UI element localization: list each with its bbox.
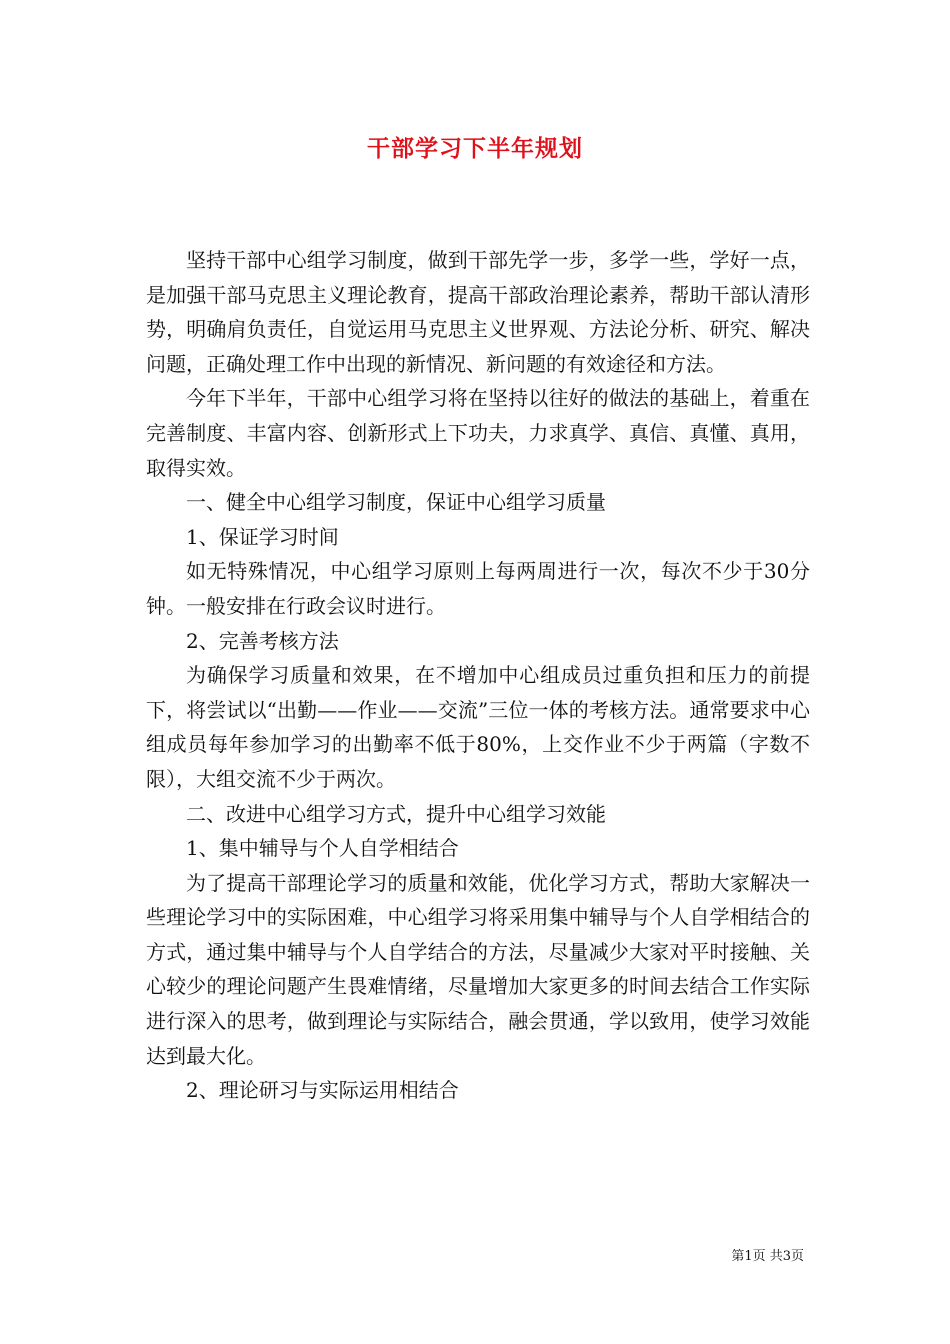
subheading-2-1: 1、集中辅导与个人自学相结合 xyxy=(186,836,459,861)
subheading-1-1: 1、保证学习时间 xyxy=(186,524,339,549)
paragraph-guided-study: 为了提高干部理论学习的质量和效能，优化学习方式，帮助大家解决一些理论学习中的实际困难，中心组学习将采用集中辅导与个人自学相结合的方式，通过集中辅导与个人自学结合的方法，尽量减少大家对平时接触、关心较少的理论问题产生畏难情绪，尽量增加大家更多的时间去结合工作实际进行深入的思考，做到理论与实际结合，融会贯通，学以致用，使学习效能达到最大化。 xyxy=(146,870,810,1068)
paragraph-study-time: 如无特殊情况，中心组学习原则上每两周进行一次，每次不少于30分钟。一般安排在行政会议时进行。 xyxy=(146,559,810,618)
subheading-1-2: 2、完善考核方法 xyxy=(186,628,339,653)
subheading-2-2: 2、理论研习与实际运用相结合 xyxy=(186,1078,459,1103)
document-body xyxy=(146,243,810,1108)
page-number: 第1页 共3页 xyxy=(731,1249,804,1264)
section-heading-2: 二、改进中心组学习方式，提升中心组学习效能 xyxy=(186,801,606,826)
paragraph-assessment: 为确保学习质量和效果，在不增加中心组成员过重负担和压力的前提下，将尝试以“出勤——作业——交流”三位一体的考核方法。通常要求中心组成员每年参加学习的出勤率不低于80%，上交作业不少于两篇（字数不限），大组交流不少于两次。 xyxy=(146,663,810,791)
section-heading-1: 一、健全中心组学习制度，保证中心组学习质量 xyxy=(186,490,606,515)
page-title: 干部学习下半年规划 xyxy=(367,135,583,162)
paragraph-second-half-plan: 今年下半年，干部中心组学习将在坚持以往好的做法的基础上，着重在完善制度、丰富内容、创新形式上下功夫，力求真学、真信、真懂、真用，取得实效。 xyxy=(146,386,810,480)
paragraph-intro: 坚持干部中心组学习制度，做到干部先学一步，多学一些，学好一点，是加强干部马克思主义理论教育，提高干部政治理论素养，帮助干部认清形势，明确肩负责任，自觉运用马克思主义世界观、方法论分析、研究、解决问题，正确处理工作中出现的新情况、新问题的有效途径和方法。 xyxy=(146,248,810,376)
